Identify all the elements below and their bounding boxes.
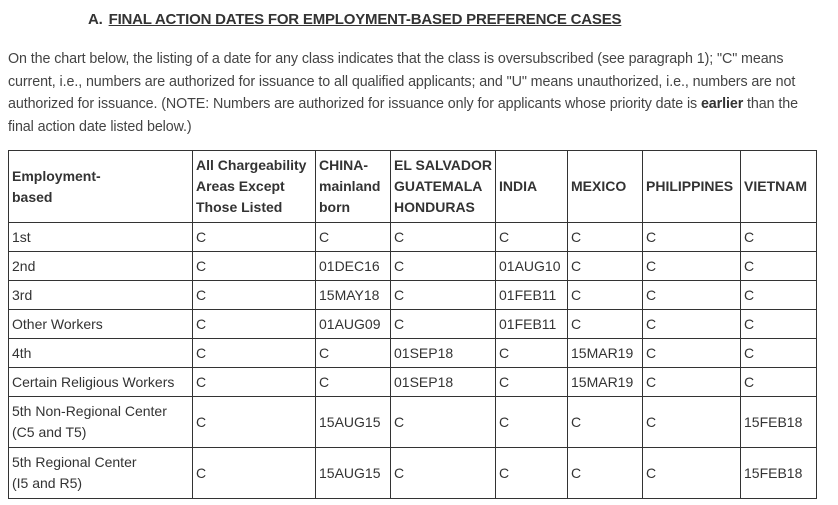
- date-cell-el-salvador-guatemala-honduras: C: [391, 448, 496, 499]
- category-line: (I5 and R5): [12, 475, 83, 491]
- table-row: [9, 252, 817, 281]
- header-line: GUATEMALA: [394, 178, 483, 194]
- date-cell-china: C: [316, 339, 391, 368]
- row-category: [9, 281, 193, 310]
- date-cell-philippines: C: [643, 448, 741, 499]
- header-line: All Chargeability: [196, 157, 307, 173]
- table-row: [9, 223, 817, 252]
- date-cell-mexico: C: [568, 281, 643, 310]
- intro-text-end: than the final action date listed below.): [8, 96, 798, 135]
- category-line: 1st: [12, 228, 31, 245]
- category-line: 3rd: [12, 286, 33, 303]
- column-header-china: [316, 151, 391, 223]
- header-line: based: [12, 188, 53, 205]
- date-cell-vietnam: 15FEB18: [741, 397, 817, 448]
- date-cell-el-salvador-guatemala-honduras: 01SEP18: [391, 368, 496, 397]
- table-row: [9, 339, 817, 368]
- date-cell-india: 01AUG10: [496, 252, 568, 281]
- date-cell-all-chargeability: C: [193, 223, 316, 252]
- date-cell-all-chargeability: C: [193, 252, 316, 281]
- column-header-mexico: [568, 151, 643, 223]
- date-cell-mexico: C: [568, 397, 643, 448]
- date-cell-philippines: C: [643, 339, 741, 368]
- date-cell-india: C: [496, 368, 568, 397]
- date-cell-india: C: [496, 397, 568, 448]
- table-header-row: [9, 151, 817, 223]
- header-line: Those Listed: [196, 199, 283, 215]
- date-cell-vietnam: C: [741, 252, 817, 281]
- header-line: Areas Except: [196, 178, 285, 194]
- date-cell-china: 15AUG15: [316, 397, 391, 448]
- header-line: mainland: [319, 178, 381, 194]
- date-cell-el-salvador-guatemala-honduras: C: [391, 223, 496, 252]
- date-cell-mexico: C: [568, 448, 643, 499]
- date-cell-india: 01FEB11: [496, 310, 568, 339]
- date-cell-mexico: C: [568, 252, 643, 281]
- category-line: Certain Religious Workers: [12, 373, 175, 390]
- intro-text: On the chart below, the listing of a date for any class indicates that the class is oversubscribed (see paragraph 1); "C" means current, i.e., numbers are authorized for issuance to all qualified applicants; and "U" means unauthorized, i.e., numbers are not authorized for issuance. (NOTE: Numbers are authorized for issuance only for applicants whose priority date is: [8, 51, 796, 112]
- date-cell-india: C: [496, 223, 568, 252]
- table-row: [9, 448, 817, 499]
- category-line: (C5 and T5): [12, 424, 87, 440]
- date-cell-el-salvador-guatemala-honduras: C: [391, 281, 496, 310]
- date-cell-vietnam: C: [741, 223, 817, 252]
- date-cell-philippines: C: [643, 281, 741, 310]
- column-header-all-chargeability: [193, 151, 316, 223]
- date-cell-vietnam: C: [741, 368, 817, 397]
- header-line: VIETNAM: [744, 178, 807, 194]
- category-line: 5th Non-Regional Center: [12, 403, 167, 419]
- date-cell-india: C: [496, 339, 568, 368]
- date-cell-india: 01FEB11: [496, 281, 568, 310]
- date-cell-el-salvador-guatemala-honduras: C: [391, 397, 496, 448]
- row-category: [9, 368, 193, 397]
- intro-emphasis: earlier: [700, 96, 744, 112]
- date-cell-philippines: C: [643, 397, 741, 448]
- header-line: MEXICO: [571, 178, 627, 194]
- section-number: A.: [88, 11, 103, 28]
- column-header-el-salvador-guatemala-honduras: [391, 151, 496, 223]
- date-cell-el-salvador-guatemala-honduras: C: [391, 310, 496, 339]
- date-cell-philippines: C: [643, 368, 741, 397]
- date-cell-china: 01DEC16: [316, 252, 391, 281]
- date-cell-all-chargeability: C: [193, 281, 316, 310]
- date-cell-el-salvador-guatemala-honduras: C: [391, 252, 496, 281]
- date-cell-all-chargeability: C: [193, 397, 316, 448]
- category-line: 4th: [12, 344, 32, 361]
- date-cell-all-chargeability: C: [193, 368, 316, 397]
- date-cell-vietnam: C: [741, 281, 817, 310]
- date-cell-india: C: [496, 448, 568, 499]
- row-category: [9, 223, 193, 252]
- table-row: [9, 368, 817, 397]
- table-row: [9, 310, 817, 339]
- section-heading: [88, 11, 621, 28]
- date-cell-mexico: 15MAR19: [568, 339, 643, 368]
- header-line: EL SALVADOR: [394, 157, 493, 173]
- date-cell-philippines: C: [643, 223, 741, 252]
- column-header-philippines: [643, 151, 741, 223]
- date-cell-all-chargeability: C: [193, 310, 316, 339]
- date-cell-china: C: [316, 368, 391, 397]
- date-cell-mexico: 15MAR19: [568, 368, 643, 397]
- date-cell-mexico: C: [568, 310, 643, 339]
- date-cell-china: 01AUG09: [316, 310, 391, 339]
- row-category: [9, 448, 193, 499]
- date-cell-all-chargeability: C: [193, 339, 316, 368]
- row-category: [9, 397, 193, 448]
- column-header-india: [496, 151, 568, 223]
- date-cell-vietnam: C: [741, 310, 817, 339]
- date-cell-philippines: C: [643, 252, 741, 281]
- category-line: 2nd: [12, 257, 36, 274]
- header-line: HONDURAS: [394, 199, 475, 215]
- column-header-employment-based: [9, 151, 193, 223]
- table-row: [9, 281, 817, 310]
- table-row: [9, 397, 817, 448]
- header-line: CHINA-: [319, 157, 368, 173]
- category-line: 5th Regional Center: [12, 454, 137, 470]
- date-cell-china: 15MAY18: [316, 281, 391, 310]
- date-cell-mexico: C: [568, 223, 643, 252]
- date-cell-china: C: [316, 223, 391, 252]
- header-line: PHILIPPINES: [646, 178, 734, 194]
- header-line: born: [319, 199, 351, 215]
- date-cell-el-salvador-guatemala-honduras: 01SEP18: [391, 339, 496, 368]
- section-title: FINAL ACTION DATES FOR EMPLOYMENT-BASED PREFERENCE CASES: [108, 11, 622, 28]
- row-category: [9, 310, 193, 339]
- row-category: [9, 252, 193, 281]
- header-line: Employment-: [12, 167, 101, 184]
- column-header-vietnam: [741, 151, 817, 223]
- row-category: [9, 339, 193, 368]
- header-line: INDIA: [499, 178, 538, 194]
- date-cell-china: 15AUG15: [316, 448, 391, 499]
- final-action-dates-table: [8, 150, 817, 499]
- date-cell-philippines: C: [643, 310, 741, 339]
- intro-paragraph: [8, 48, 813, 138]
- date-cell-vietnam: C: [741, 339, 817, 368]
- category-line: Other Workers: [12, 315, 103, 332]
- date-cell-vietnam: 15FEB18: [741, 448, 817, 499]
- date-cell-all-chargeability: C: [193, 448, 316, 499]
